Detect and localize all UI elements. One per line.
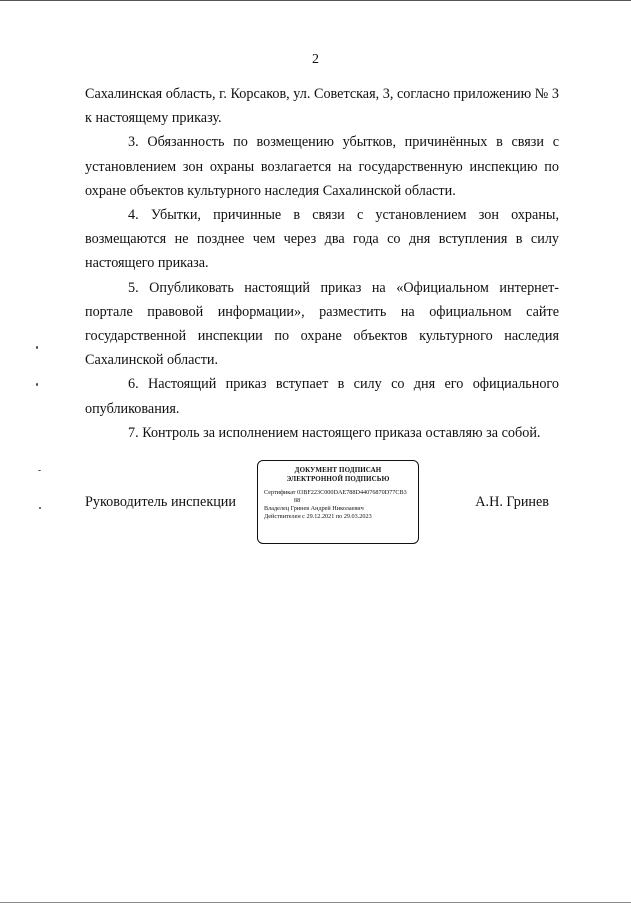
page-top-edge xyxy=(0,0,631,1)
scan-speck xyxy=(39,507,41,509)
paragraph-item-3: 3. Обязанность по возмещению убытков, причинённых в связи с установлением зон охраны возлагается на государственную инспекцию по охране объектов культурного наследия Сахалинской области. xyxy=(85,134,559,199)
page-bottom-edge xyxy=(0,902,631,903)
page-number: 2 xyxy=(312,52,319,67)
scan-speck xyxy=(38,470,41,471)
signer-name: А.Н. Гринев xyxy=(475,494,549,510)
paragraph-continuation: Сахалинская область, г. Корсаков, ул. Советская, 3, согласно приложению № 3 к настоящему приказу. xyxy=(85,86,559,127)
document-body xyxy=(85,82,559,445)
stamp-owner: Владелец Гринев Андрей Николаевич xyxy=(264,505,364,512)
stamp-validity: Действителен с 29.12.2021 по 29.03.2023 xyxy=(264,513,372,520)
paragraph-item-4: 4. Убытки, причинные в связи с установлением зон охраны, возмещаются не позднее чем через два года со дня вступления в силу настоящего приказа. xyxy=(85,207,559,272)
electronic-signature-stamp xyxy=(257,460,419,544)
scan-speck xyxy=(36,383,38,386)
signer-position-title: Руководитель инспекции xyxy=(85,494,236,510)
paragraph-item-5: 5. Опубликовать настоящий приказ на «Официальном интернет-портале правовой информации», разместить на официальном сайте государственной инспекции по охране объектов культурного наследия Сахалинской области. xyxy=(85,279,559,369)
scan-speck xyxy=(36,346,38,349)
stamp-certificate-tail: 88 xyxy=(294,497,301,504)
stamp-certificate-number: Сертификат 03BF223C000DAE788D44076870D77CB3 xyxy=(264,489,407,496)
stamp-header-line2: ЭЛЕКТРОННОЙ ПОДПИСЬЮ xyxy=(286,474,390,483)
paragraph-item-6: 6. Настоящий приказ вступает в силу со дня его официального опубликования. xyxy=(85,376,559,417)
stamp-header-line1: ДОКУМЕНТ ПОДПИСАН xyxy=(294,466,382,474)
paragraph-item-7: 7. Контроль за исполнением настоящего приказа оставляю за собой. xyxy=(128,424,541,441)
signature-block xyxy=(85,460,559,546)
